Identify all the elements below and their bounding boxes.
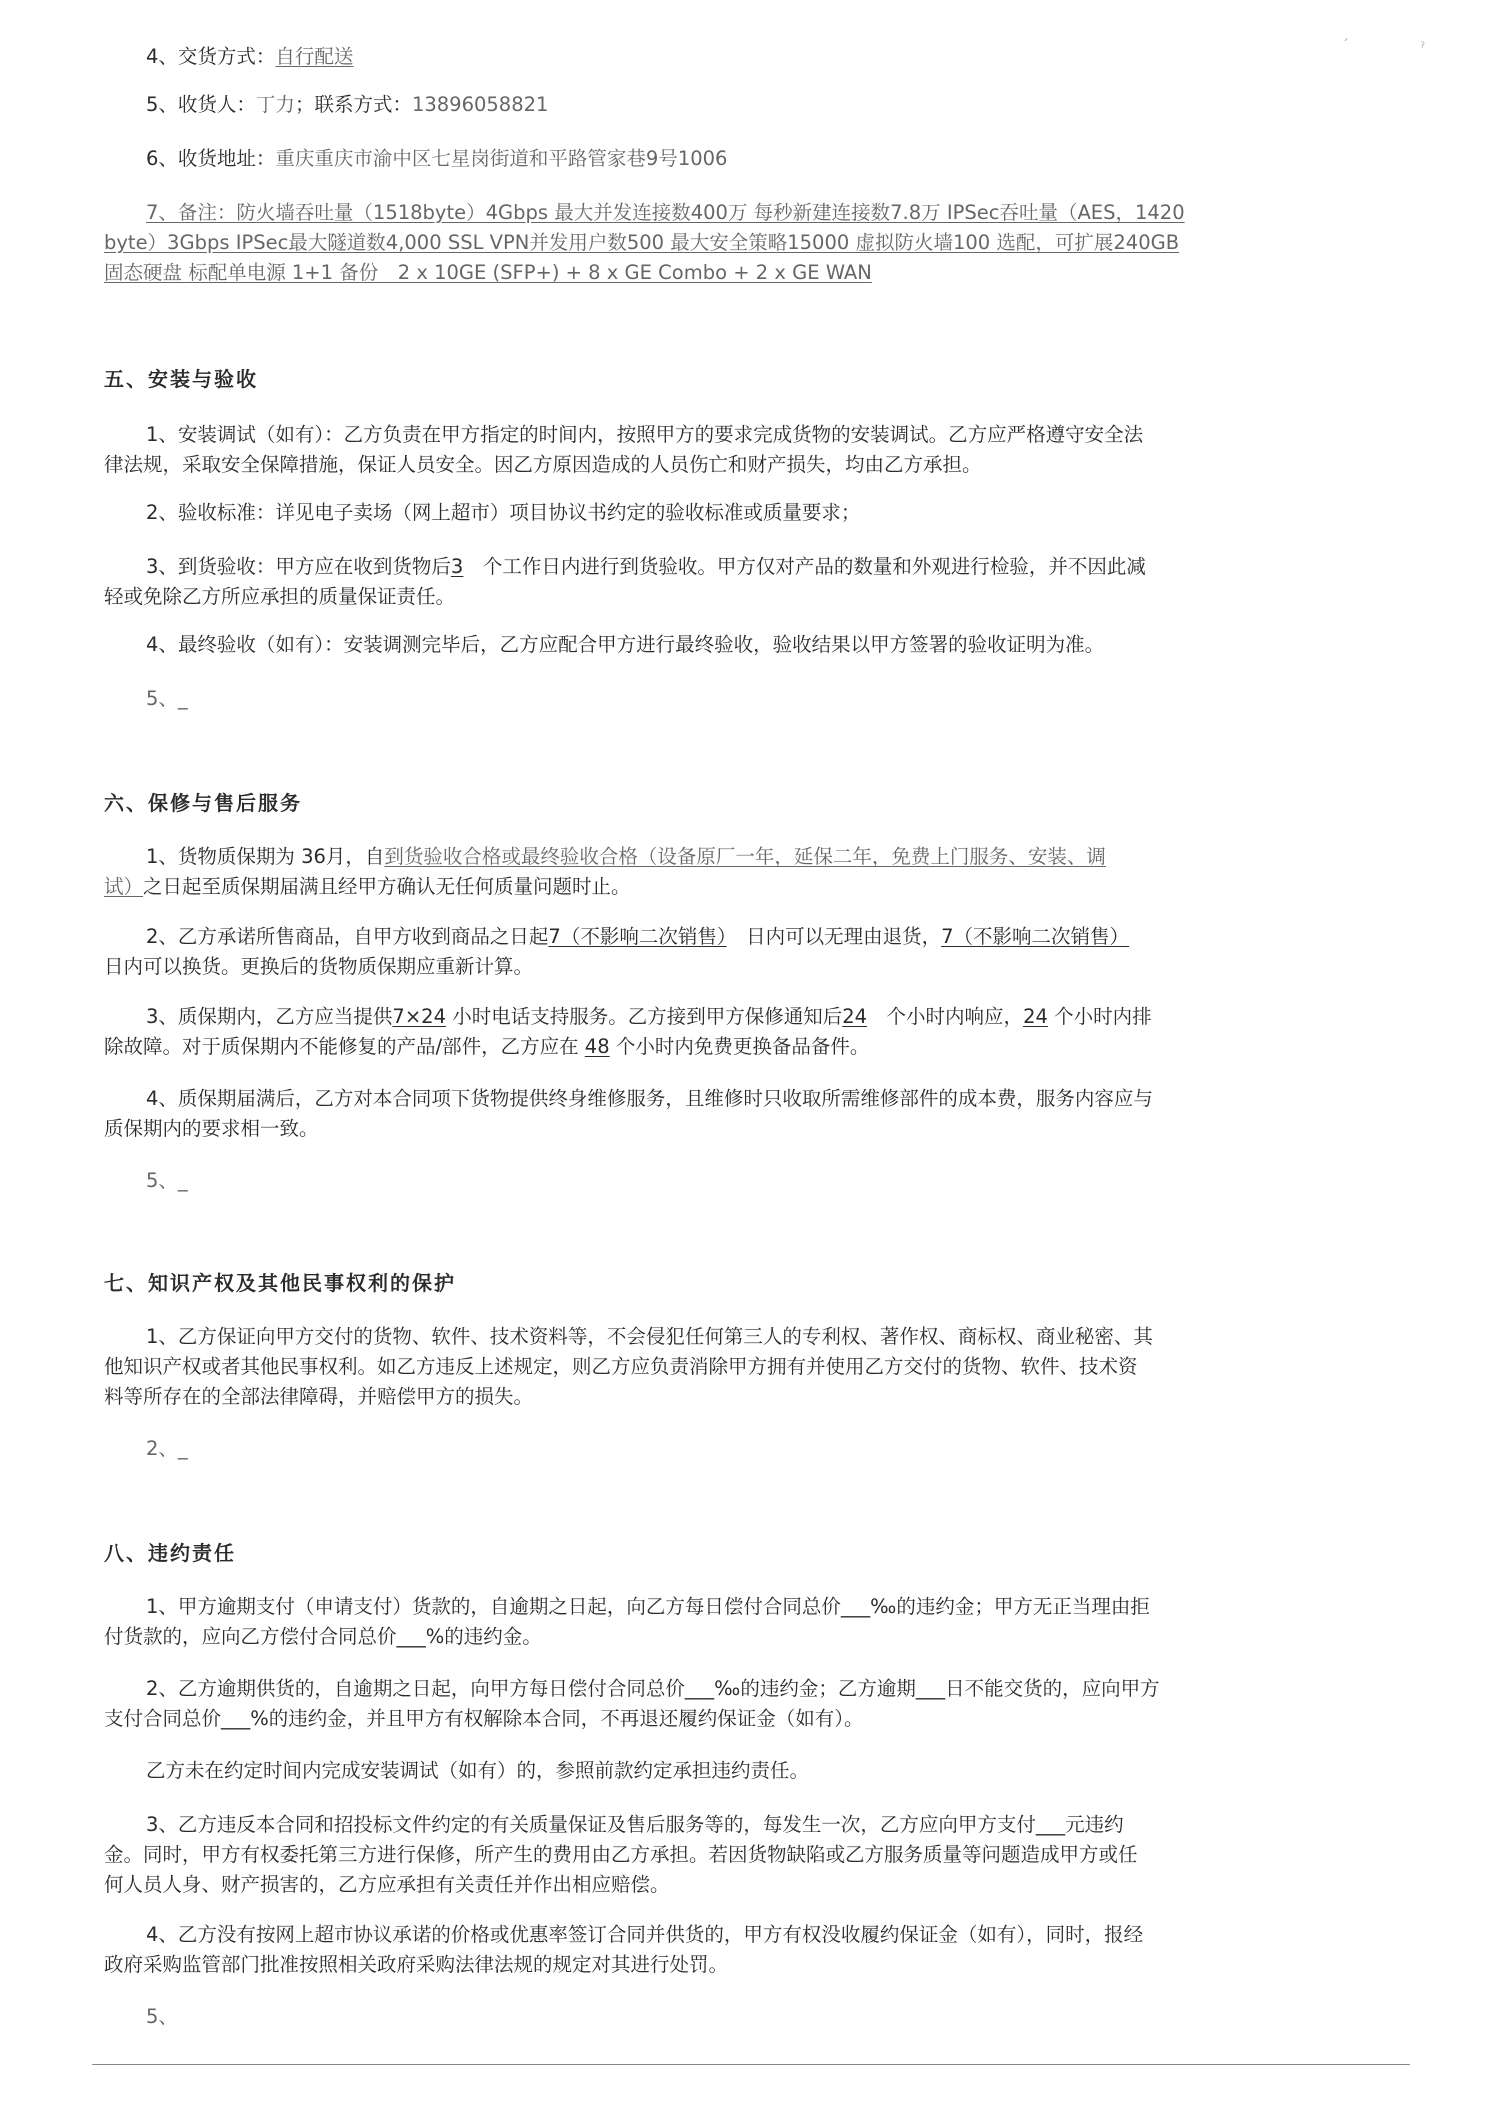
paragraph-line: 支付合同总价___%的违约金，并且甲方有权解除本合同，不再退还履约保证金（如有）。 [104, 1707, 864, 1730]
paragraph-line: 轻或免除乙方所应承担的质量保证责任。 [104, 585, 456, 608]
repair-hours: 24 [1023, 1005, 1048, 1028]
paragraph-line: 料等所存在的全部法律障碍，并赔偿甲方的损失。 [104, 1385, 534, 1408]
text: 日内可以无理由退货， [746, 925, 942, 948]
label: 4、交货方式： [146, 45, 276, 68]
delivery-method-value: 自行配送 [275, 45, 354, 68]
paragraph-line [104, 874, 1394, 900]
text: 个小时内排 [1054, 1005, 1152, 1028]
text: 之日起至质保期届满且经甲方确认无任何质量问题时止。 [143, 875, 631, 898]
paragraph-line: 政府采购监管部门批准按照相关政府采购法律法规的规定对其进行处罚。 [104, 1953, 729, 1976]
remark-line-2: byte）3Gbps IPSec最大隧道数4,000 SSL VPN并发用户数500 最大安全策略15000 虚拟防火墙100 选配，可扩展240GB [104, 231, 1180, 254]
paragraph-line: 何人员人身、财产损害的，乙方应承担有关责任并作出相应赔偿。 [104, 1873, 670, 1896]
paragraph-line: 质保期内的要求相一致。 [104, 1117, 319, 1140]
label: ；联系方式： [294, 93, 412, 116]
delivery-method-line [146, 44, 1396, 70]
paragraph-line: 付货款的，应向乙方偿付合同总价___%的违约金。 [104, 1625, 542, 1648]
remark-line-3: 固态硬盘 标配单电源 1+1 备份 2 x 10GE (SFP+) + 8 x GE Combo + 2 x GE WAN [104, 261, 872, 284]
response-hours: 24 [842, 1005, 868, 1028]
page-bottom-rule [92, 2064, 1410, 2065]
section-title: 七、知识产权及其他民事权利的保护 [104, 1271, 456, 1295]
paragraph-line: 金。同时，甲方有权委托第三方进行保修，所产生的费用由乙方承担。若因货物缺陷或乙方服务质量等问题造成甲方或任 [104, 1843, 1138, 1866]
section-title: 五、安装与验收 [104, 367, 258, 391]
address-value: 重庆重庆市渝中区七星岗街道和平路管家巷9号1006 [275, 147, 728, 170]
text: 1、货物质保期为 36月，自 [146, 845, 385, 868]
receiver-line [146, 92, 1396, 118]
replace-hours: 48 [584, 1035, 610, 1058]
paragraph-line: 5、_ [146, 687, 188, 710]
paragraph-line: 律法规，采取安全保障措施，保证人员安全。因乙方原因造成的人员伤亡和财产损失，均由乙方承担。 [104, 453, 982, 476]
paragraph-line: 4、乙方没有按网上超市协议承诺的价格或优惠率签订合同并供货的，甲方有权没收履约保证金（如有），同时，报经 [146, 1923, 1144, 1946]
label: 6、收货地址： [146, 147, 276, 170]
paragraph-line: 1、乙方保证向甲方交付的货物、软件、技术资料等，不会侵犯任何第三人的专利权、著作权、商标权、商业秘密、其 [146, 1325, 1153, 1348]
paragraph-line: 他知识产权或者其他民事权利。如乙方违反上述规定，则乙方应负责消除甲方拥有并使用乙方交付的货物、软件、技术资 [104, 1355, 1138, 1378]
acceptance-days: 3 [450, 555, 464, 578]
paragraph-line: 2、乙方逾期供货的，自逾期之日起，向甲方每日偿付合同总价___‰的违约金；乙方逾期___日不能交货的，应向甲方 [146, 1677, 1160, 1700]
section-title: 六、保修与售后服务 [104, 791, 302, 815]
scan-mark: ˀ [1420, 40, 1426, 56]
paragraph-line [146, 924, 1396, 950]
text: 除故障。对于质保期内不能修复的产品/部件，乙方应在 [104, 1035, 579, 1058]
paragraph-line: 3、乙方违反本合同和招投标文件约定的有关质量保证及售后服务等的，每发生一次，乙方应向甲方支付___元违约 [146, 1813, 1124, 1836]
receiver-value: 丁力 [255, 93, 295, 116]
text: 个小时内响应， [886, 1005, 1024, 1028]
section-title: 八、违约责任 [104, 1541, 236, 1565]
text: 3、质保期内，乙方应当提供 [146, 1005, 393, 1028]
text: 个小时内免费更换备品备件。 [615, 1035, 870, 1058]
text: 3、到货验收：甲方应在收到货物后 [146, 555, 451, 578]
scan-mark: ˊ [1342, 38, 1349, 54]
paragraph-line [146, 844, 1396, 870]
paragraph-line [146, 1004, 1396, 1030]
contact-value: 13896058821 [411, 93, 549, 116]
exchange-days: 7（不影响二次销售） [941, 925, 1130, 948]
paragraph-line: 5、 [146, 2005, 178, 2028]
return-days: 7（不影响二次销售） [548, 925, 727, 948]
text: 2、乙方承诺所售商品，自甲方收到商品之日起 [146, 925, 549, 948]
remark-line-1: 7、备注：防火墙吞吐量（1518byte）4Gbps 最大并发连接数400万 每秒新建连接数7.8万 IPSec吞吐量（AES，1420 [146, 201, 1185, 224]
support-hours: 7×24 [392, 1005, 446, 1028]
paragraph-line: 1、安装调试（如有）：乙方负责在甲方指定的时间内，按照甲方的要求完成货物的安装调试。乙方应严格遵守安全法 [146, 423, 1144, 446]
paragraph-line: 4、质保期届满后，乙方对本合同项下货物提供终身维修服务，且维修时只收取所需维修部件的成本费，服务内容应与 [146, 1087, 1153, 1110]
paragraph-line: 5、_ [146, 1169, 188, 1192]
warranty-terms: 试） [104, 875, 144, 898]
text: 个工作日内进行到货验收。甲方仅对产品的数量和外观进行检验，并不因此减 [482, 555, 1146, 578]
paragraph-line: 日内可以换货。更换后的货物质保期应重新计算。 [104, 955, 534, 978]
paragraph-line [104, 1034, 1394, 1060]
paragraph-line [146, 554, 1396, 580]
text: 小时电话支持服务。乙方接到甲方保修通知后 [452, 1005, 843, 1028]
paragraph-line: 1、甲方逾期支付（申请支付）货款的，自逾期之日起，向乙方每日偿付合同总价___‰的违约金；甲方无正当理由拒 [146, 1595, 1150, 1618]
paragraph-line: 2、验收标准：详见电子卖场（网上超市）项目协议书约定的验收标准或质量要求； [146, 501, 861, 524]
paragraph-line: 2、_ [146, 1437, 188, 1460]
address-line [146, 146, 1396, 172]
warranty-terms: 到货验收合格或最终验收合格（设备原厂一年，延保二年，免费上门服务、安装、调 [384, 845, 1106, 868]
paragraph-line: 4、最终验收（如有）：安装调测完毕后，乙方应配合甲方进行最终验收，验收结果以甲方签署的验收证明为准。 [146, 633, 1105, 656]
paragraph-line: 乙方未在约定时间内完成安装调试（如有）的，参照前款约定承担违约责任。 [146, 1759, 810, 1782]
label: 5、收货人： [146, 93, 256, 116]
